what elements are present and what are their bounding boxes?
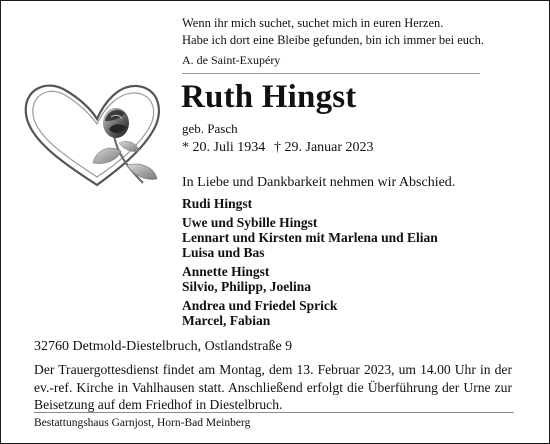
service-announcement: Der Trauergottesdienst findet am Montag, dem 13. Februar 2023, um 14.00 Uhr in der ev.-ref. Kirche in Vahlhausen statt. Anschließend erfolgt die Überführung der Urne zur Beisetzung auf dem Friedhof in Diestelbruch.	[34, 362, 512, 412]
mourner-line: Rudi Hingst	[182, 196, 253, 211]
mourner-line: Silvio, Philipp, Joelina	[182, 279, 312, 294]
mourner-line: Lennart und Kirsten mit Marlena und Elian	[182, 230, 438, 245]
birth-name: geb. Pasch	[182, 121, 238, 136]
mourner-line: Luisa und Bas	[182, 245, 265, 260]
mourner-line: Marcel, Fabian	[182, 313, 271, 328]
quote-author: A. de Saint-Exupéry	[182, 53, 281, 67]
farewell-text: In Liebe und Dankbarkeit nehmen wir Abschied.	[182, 175, 456, 190]
funeral-home: Bestattungshaus Garnjost, Horn-Bad Meinberg	[34, 417, 251, 429]
mourner-line: Andrea und Friedel Sprick	[182, 298, 338, 313]
quote-divider	[182, 73, 480, 74]
mourner-line: Uwe und Sybille Hingst	[182, 215, 318, 230]
quote-line-1: Wenn ihr mich suchet, suchet mich in euren Herzen.	[182, 16, 444, 30]
death-date: † 29. Januar 2023	[274, 140, 374, 155]
deceased-name: Ruth Hingst	[181, 79, 357, 115]
quote-line-2: Habe ich dort eine Bleibe gefunden, bin ich immer bei euch.	[182, 33, 484, 47]
mourner-line: Annette Hingst	[182, 264, 270, 279]
mourning-address: 32760 Detmold-Diestelbruch, Ostlandstraße 9	[34, 339, 293, 354]
footer-divider	[34, 412, 514, 413]
heart-with-rose-icon	[21, 81, 171, 191]
birth-date: * 20. Juli 1934	[182, 140, 266, 155]
